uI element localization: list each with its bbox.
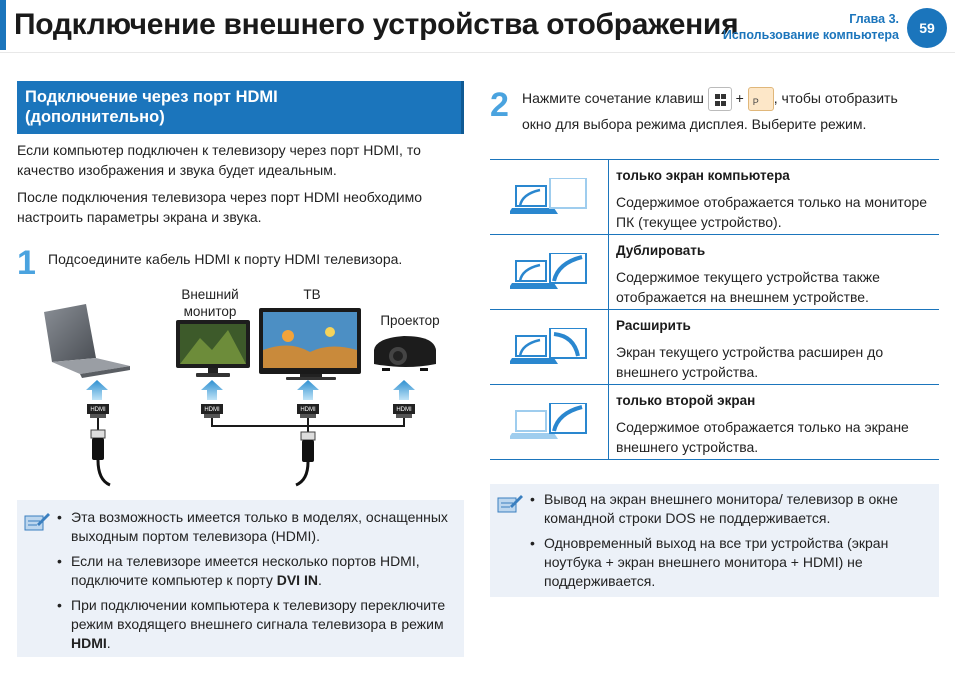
intro-paragraph-1: Если компьютер подключен к телевизору через порт HDMI, то качество изображения и звука будет идеальным. — [17, 142, 421, 178]
tv-image — [259, 308, 361, 380]
display-mode-row — [490, 385, 939, 460]
mode-title: только второй экран — [616, 393, 756, 408]
mode-description: Содержимое текущего устройства также отображается на внешнем устройстве. — [616, 269, 880, 305]
header-divider — [0, 52, 955, 53]
note-box-right — [490, 484, 939, 597]
hdmi-port-label: HDMI — [396, 407, 412, 413]
hdmi-port-label: HDMI — [90, 407, 106, 413]
display-mode-table — [490, 159, 939, 460]
extend-icon — [510, 328, 590, 368]
mode-title: только экран компьютера — [616, 168, 790, 183]
hdmi-port-label: HDMI — [300, 407, 316, 413]
step-1-text: Подсоедините кабель HDMI к порту HDMI телевизора. — [48, 251, 403, 267]
mode-description: Содержимое отображается только на мониторе ПК (текущее устройство). — [616, 194, 928, 230]
note-box-left — [17, 500, 464, 657]
mode-title: Расширить — [616, 318, 691, 333]
page-title: Подключение внешнего устройства отображения — [14, 8, 739, 41]
laptop-image — [44, 304, 130, 378]
note-list-left — [55, 508, 455, 659]
mode-description: Экран текущего устройства расширен до внешнего устройства. — [616, 344, 884, 380]
projector-image — [374, 336, 436, 371]
hdmi-connection-diagram — [30, 280, 460, 495]
duplicate-icon — [510, 253, 590, 293]
chapter-label — [723, 11, 899, 43]
hdmi-cables — [98, 418, 404, 432]
note-item: • Вывод на экран внешнего монитора/ телевизор в окне командной строки DOS не поддерживается. — [528, 490, 932, 528]
connection-arrows — [86, 380, 415, 400]
external-monitor-image — [176, 320, 250, 377]
step-1-number: 1 — [17, 244, 36, 282]
hdmi-port-label: HDMI — [204, 407, 220, 413]
windows-key-icon — [708, 87, 732, 111]
note-item: • Одновременный выход на все три устройства (экран ноутбука + экран внешнего монитора + HDMI) не поддерживается. — [528, 534, 932, 591]
step-2-number: 2 — [490, 86, 509, 124]
step-2-text: Нажмите сочетание клавиш + P , чтобы отобразить окно для выбора режима дисплея. Выберите режим. — [522, 85, 942, 137]
intro-paragraph-2: После подключения телевизора через порт HDMI необходимо настроить параметры экрана и звука. — [17, 189, 423, 225]
label-projector: Проектор — [380, 313, 440, 328]
note-list-right — [528, 490, 932, 597]
chapter-subtitle: Использование компьютера — [722, 28, 899, 42]
section-heading-line2: (дополнительно) — [25, 108, 165, 126]
p-key-icon: P — [748, 87, 774, 111]
note-pencil-icon — [496, 492, 524, 514]
hdmi-plug-icons — [91, 430, 315, 485]
pc-only-icon — [510, 178, 590, 218]
note-item: • Если на телевизоре имеется несколько портов HDMI, подключите компьютер к порту DVI IN. — [55, 552, 455, 590]
section-heading — [17, 81, 464, 134]
note-item: • Эта возможность имеется только в моделях, оснащенных выходным портом телевизора (HDMI). — [55, 508, 455, 546]
label-tv: ТВ — [303, 287, 321, 302]
second-screen-only-icon — [510, 403, 590, 443]
mode-description: Содержимое отображается только на экране внешнего устройства. — [616, 419, 909, 455]
chapter-number: Глава 3. — [849, 12, 899, 26]
page-number-badge: 59 — [907, 8, 947, 48]
display-mode-row — [490, 160, 939, 235]
hdmi-port-icons — [87, 404, 415, 418]
display-mode-row — [490, 235, 939, 310]
header-accent-bar — [0, 0, 6, 50]
note-item: • При подключении компьютера к телевизору переключите режим входящего внешнего сигнала телевизора в режим HDMI. — [55, 596, 455, 653]
note-pencil-icon — [23, 510, 51, 532]
section-heading-line1: Подключение через порт HDMI — [25, 88, 278, 106]
mode-title: Дублировать — [616, 243, 706, 258]
display-mode-row — [490, 310, 939, 385]
label-external-monitor: Внешний монитор — [181, 287, 239, 319]
